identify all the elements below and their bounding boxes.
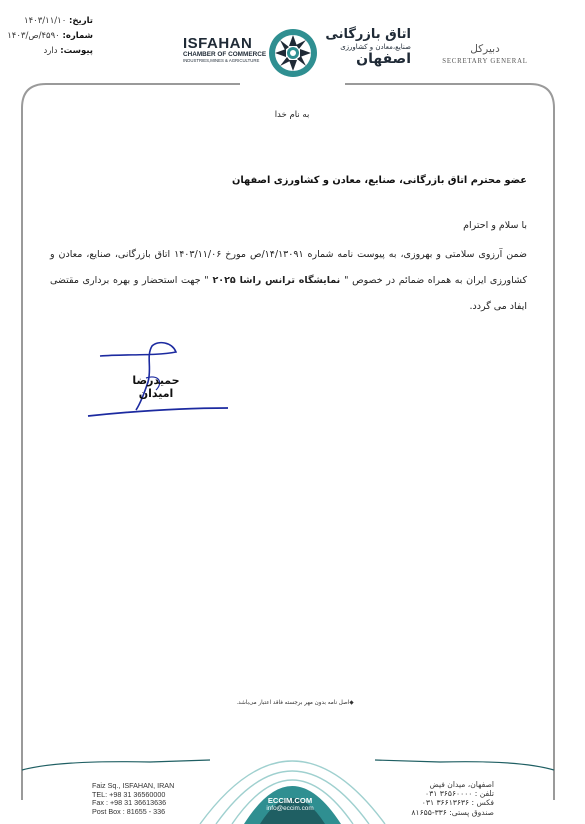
meta-date: تاریخ: ۱۴۰۳/۱۱/۱۰ — [24, 16, 93, 26]
footer-website: ECCIM.COM info@eccim.com — [266, 796, 314, 812]
letter-paragraph: ضمن آرزوی سلامتی و بهروزی، به پیوست نامه شماره ۱۴/۱۳۰۹۱/ص مورخ ۱۴۰۳/۱۱/۰۶ اتاق بازرگانی، صنایع، معادن و کشاورزی ایران به همراه ضمائم در خصوص " نمایشگاه ترانس راشا ۲۰۲۵ " جهت استحضار و بهره برداری مقتضی ایفاد می گردد. — [50, 249, 527, 312]
meta-number: شماره: ۴۵۹۰/ص/۱۴۰۳ — [7, 31, 93, 41]
chamber-logo-icon — [266, 26, 320, 80]
validity-note: ◆اصل نامه بدون مهر برجسته فاقد اعتبار می‌باشد. — [236, 700, 354, 706]
recipient-line: عضو محترم اتاق بازرگانی، صنایع، معادن و کشاورزی اصفهان — [231, 175, 527, 186]
secretary-general-title: دبیرکل SECRETARY GENERAL — [442, 43, 528, 65]
bismillah: به نام خدا — [274, 110, 310, 120]
meta-attachment: پیوست: دارد — [43, 46, 93, 56]
letter-meta — [8, 14, 93, 59]
footer-address-english: Faiz Sq., ISFAHAN, IRAN TEL: +98 31 36560000 Fax : +98 31 36613636 Post Box : 81655 - 336 — [92, 781, 175, 816]
footer-address-persian: اصفهان، میدان فیض تلفن : ۳۶۵۶۰۰۰۰ ۰۳۱ فکس : ۳۶۶۱۳۶۳۶ ۰۳۱ صندوق پستی: ۳۳۶-۸۱۶۵۵ — [411, 780, 494, 817]
logo-persian: اتاق بازرگانی صنایع،معادن و کشاورزی اصفهان — [325, 27, 411, 67]
greeting: با سلام و احترام — [463, 220, 527, 231]
logo-english: ISFAHAN CHAMBER OF COMMERCE INDUSTRIES,MINES & AGRICULTURE — [183, 35, 267, 63]
diamond-icon: ◆ — [349, 700, 354, 706]
signatory-name: حمیدرضا امیدان — [132, 374, 180, 400]
